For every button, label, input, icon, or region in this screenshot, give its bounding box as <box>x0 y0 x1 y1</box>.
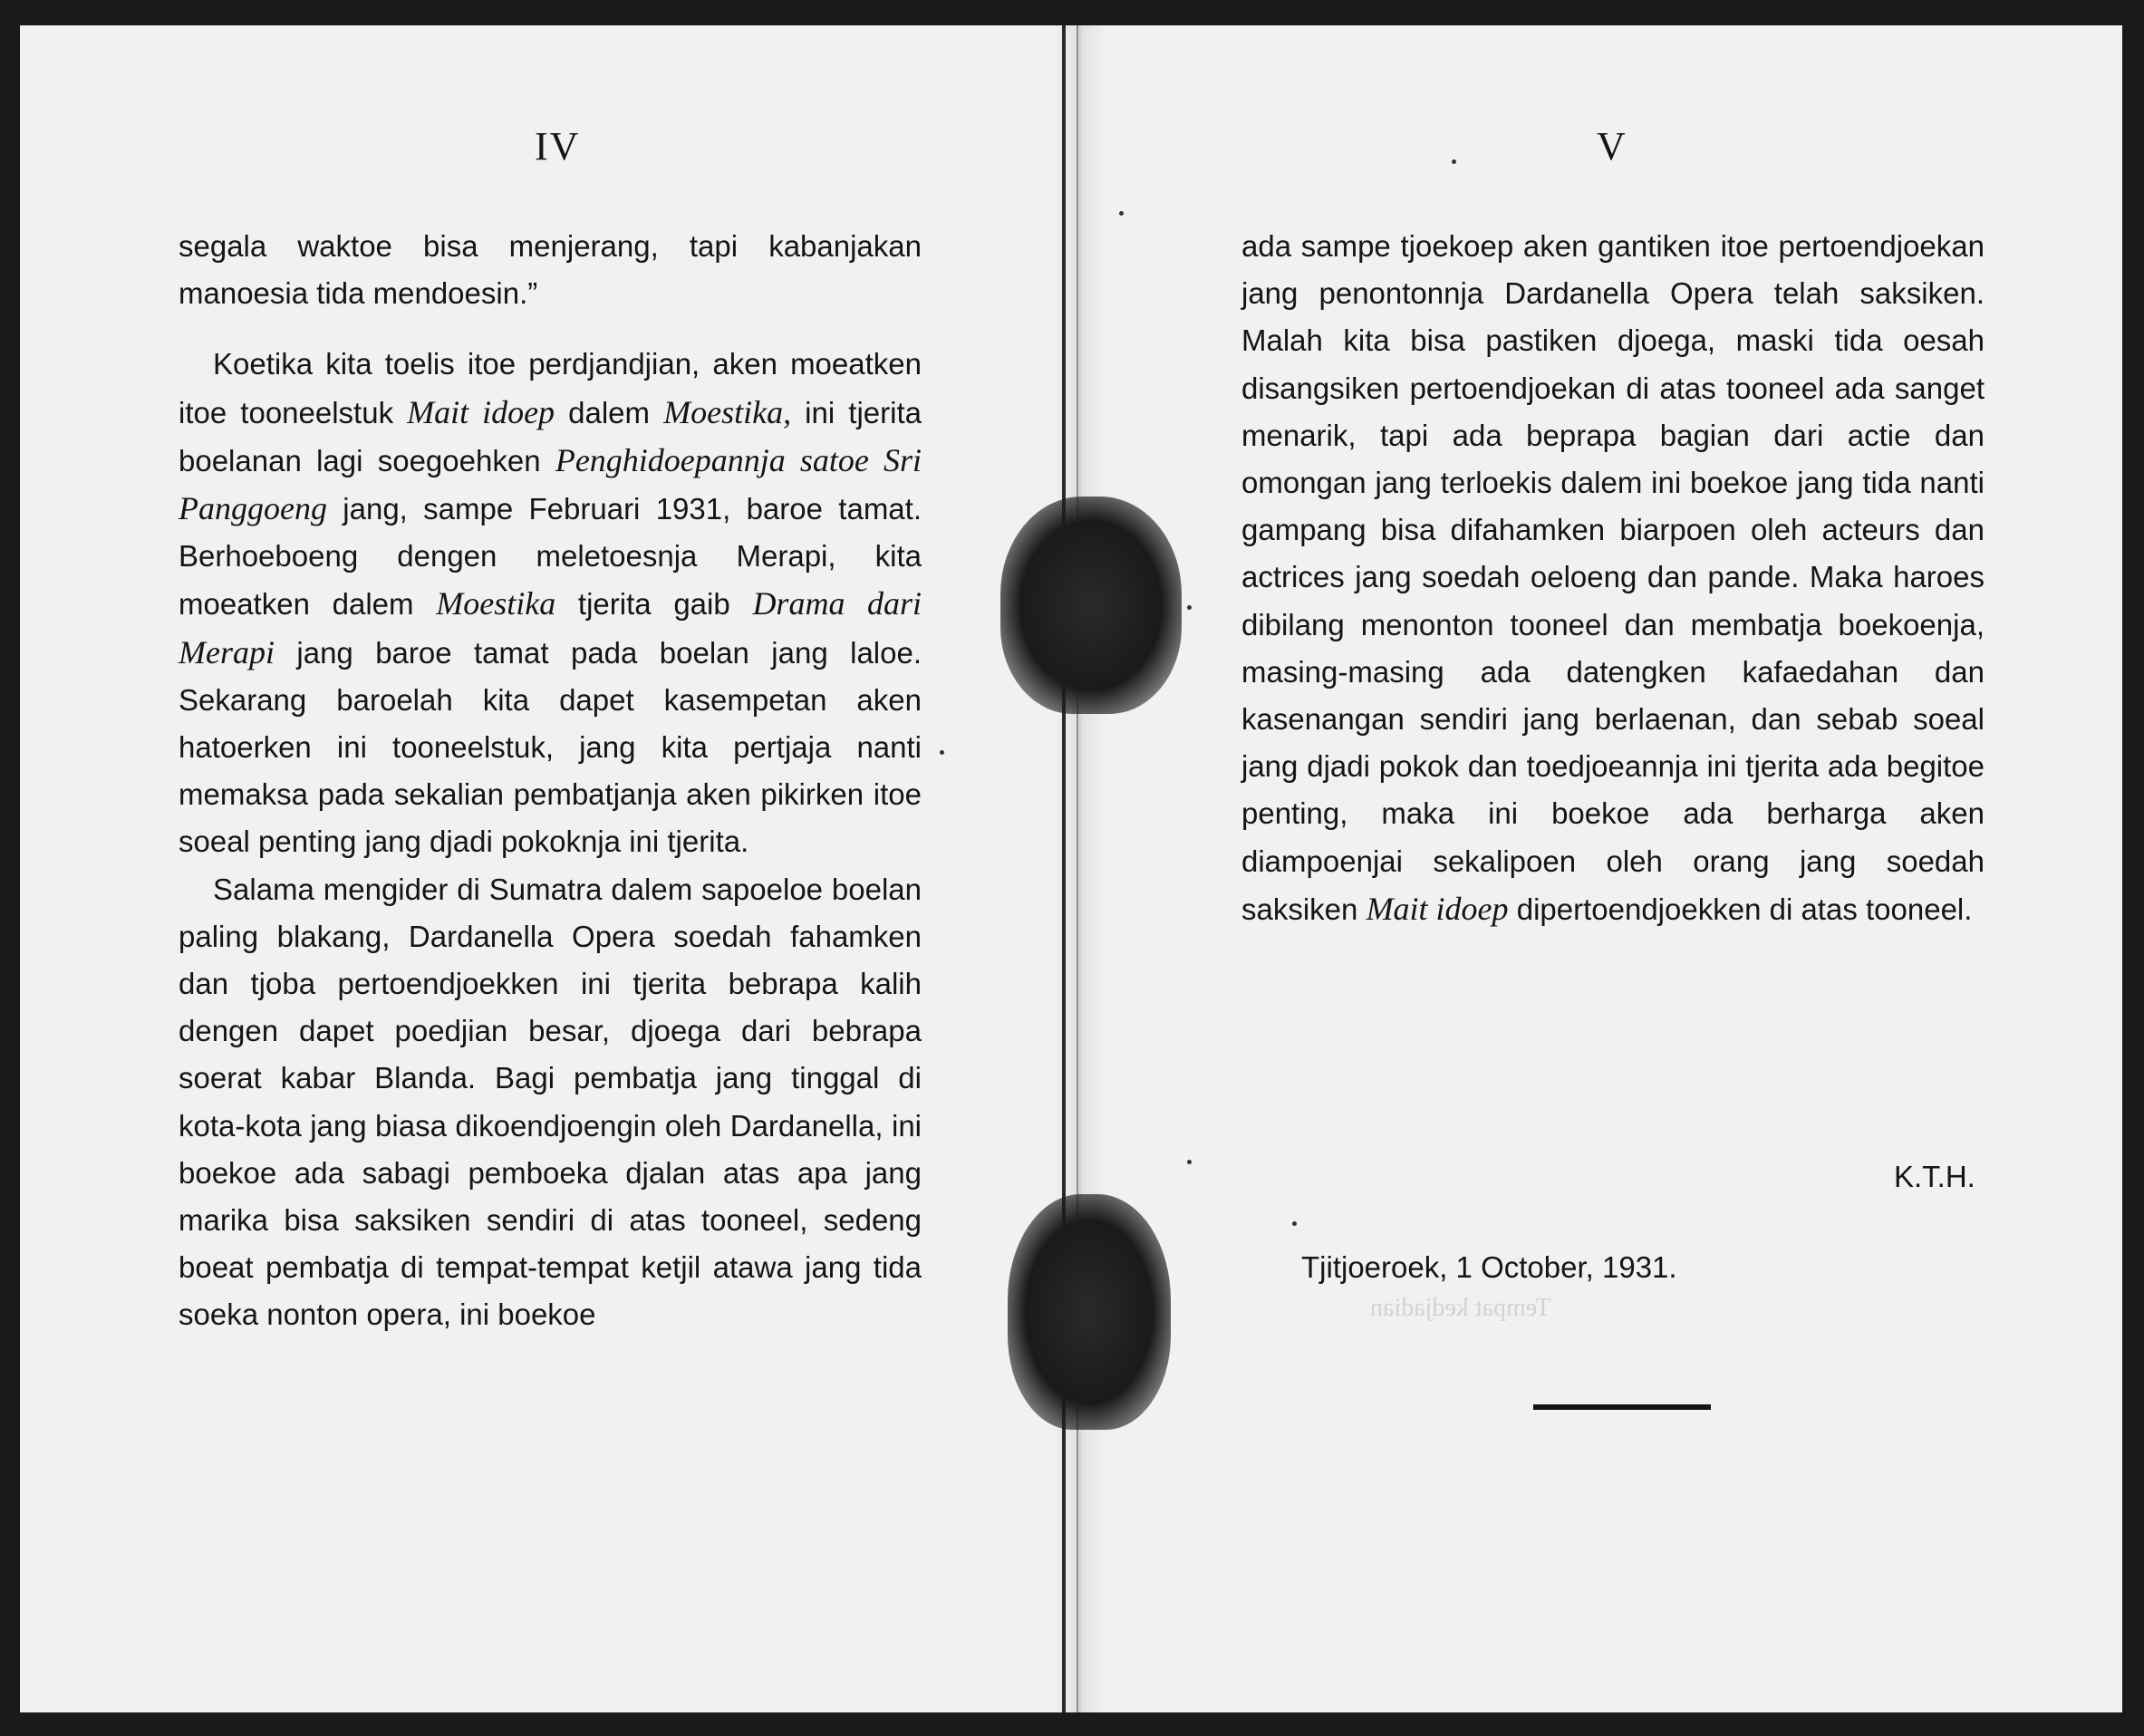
gutter-line <box>1062 25 1066 1712</box>
author-signature: K.T.H. <box>1894 1160 1975 1193</box>
text-run: ada sampe tjoekoep aken gantiken itoe pertoendjoekan jang penontonnja Dardanella Opera telah saksiken. Malah kita bisa pastiken djoega, maski tida oesah disangsiken pertoendjoekan di atas tooneel ada sanget menarik, tapi ada beprapa bagian dari actie dan omongan jang terloekis dalem ini boekoe jang tida nanti gampang bisa difahamken biarpoen oleh acteurs dan actrices jang soedah oeloeng dan pande. Maka haroes dibilang menonton tooneel dan membatja boekoenja, masing-masing ada datengken kafaedahan dan kasenangan sendiri jang berlaenan, dan sebab soeal jang djadi pokok dan toedjoeannja ini tjerita ada begitoe penting, maka ini boekoe ada berharga aken diampoenjai sekalipoen oleh orang jang soedah saksiken <box>1241 229 1985 926</box>
italic-title: Mait idoep <box>407 393 555 430</box>
closing-rule <box>1533 1404 1711 1410</box>
italic-title: Penghidoepannja satoe Sri Panggoeng <box>179 441 922 527</box>
italic-title: Moestika <box>436 585 556 622</box>
paragraph: Salama mengider di Sumatra dalem sapoeloe boelan paling blakang, Dardanella Opera soedah fahamken dan tjoba pertoendjoekken ini tjerita bebrapa kalih dengen dapet poedjian besar, djoega dari bebrapa soerat kabar Blanda. Bagi pembatja jang tinggal di kota-kota jang biasa dikoendjoengin oleh Dardanella, ini boekoe ada sabagi pemboeka djalan atas apa jang marika bisa saksiken sendiri di atas tooneel, sedeng boeat pembatja di tempat-tempat ketjil atawa jang tida soeka nonton opera, ini boekoe <box>179 872 922 1332</box>
text-run: tjerita gaib <box>555 587 753 622</box>
left-page <box>20 25 1053 1712</box>
text-run: ini tjerita boelanan lagi soegoehken <box>179 395 922 477</box>
italic-title: Moestika, <box>663 393 792 430</box>
text-run: Koetika kita toelis itoe perdjandjian, aken moeatken itoe tooneelstuk <box>179 347 922 429</box>
italic-title: Drama dari Merapi <box>179 585 922 670</box>
paragraph <box>179 341 922 865</box>
italic-title: Mait idoep <box>1366 890 1509 927</box>
page-number: IV <box>535 124 581 169</box>
page-number: V <box>1597 124 1627 169</box>
text-run: jang baroe tamat pada boelan jang laloe. Sekarang baroelah kita dapet kasempetan aken hatoerken ini tooneelstuk, jang kita pertjaja nanti memaksa pada sekalian pembatjanja aken pikirken itoe soeal penting jang djadi pokoknja ini tjerita. <box>179 635 922 859</box>
place-date: Tjitjoeroek, 1 October, 1931. <box>1301 1250 1677 1284</box>
bleed-through-text: Tempat kedjadian <box>1370 1294 1551 1322</box>
paragraph <box>1241 223 1985 933</box>
right-page-body <box>1241 223 1985 933</box>
book-spread <box>20 25 2122 1712</box>
paragraph: segala waktoe bisa menjerang, tapi kabanjakan manoesia tida mendoesin.” <box>179 229 922 311</box>
left-page-body <box>179 223 922 1339</box>
right-page <box>1098 25 2122 1712</box>
text-run: jang, sampe Februari 1931, baroe tamat. Berhoeboeng dengen meletoesnja Merapi, kita moeatken dalem <box>179 492 922 622</box>
gutter-line-secondary <box>1077 25 1078 1712</box>
text-run: dalem <box>555 395 664 429</box>
text-run: dipertoendjoekken di atas tooneel. <box>1508 892 1973 926</box>
